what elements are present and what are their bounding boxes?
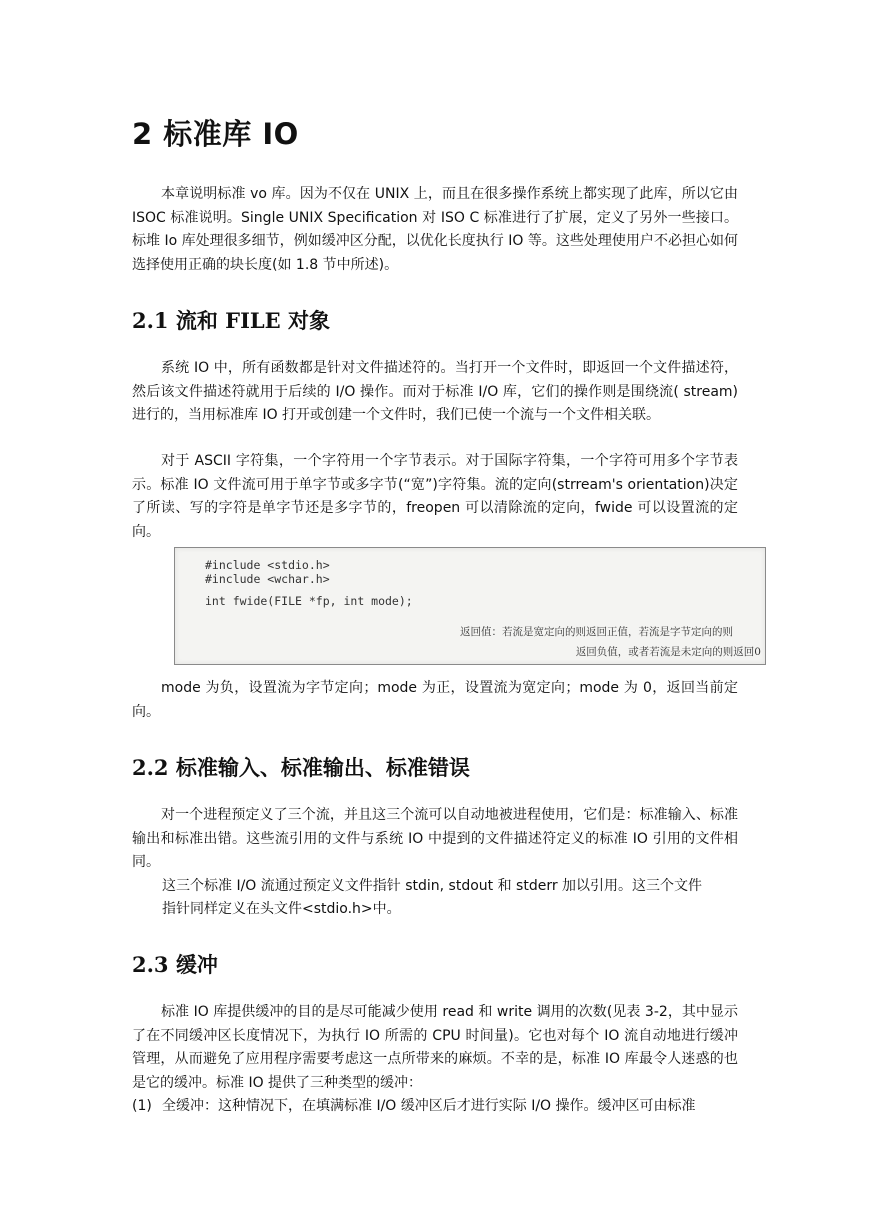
return-value-note-line-1: 返回值：若流是宽定向的则返回正值，若流是字节定向的则 [460, 626, 733, 638]
section-heading-2-3: 2.3 缓冲 [132, 952, 218, 977]
list-item-1-text: 全缓冲：这种情况下，在填满标准 I/O 缓冲区后才进行实际 I/O 操作。缓冲区可由标准 [162, 1098, 696, 1114]
intro-paragraph: 本章说明标准 vo 库。因为不仅在 UNIX 上，而且在很多操作系统上都实现了此库，所以它由 ISOC 标准说明。Single UNIX Specification 对 ISO C 标准进行了扩展，定义了另外一些接口。标堆 Io 库处理很多细节，例如缓冲区分配，以优化长度执行 IO 等。这些处理使用户不必担心如何选择使用正确的块长度(如 1.8 节中所述)。 [132, 186, 738, 273]
section-2-1-paragraph-3: mode 为负，设置流为字节定向；mode 为正，设置流为宽定向；mode 为 0，返回当前定向。 [132, 680, 738, 720]
section-2-1-paragraph-1: 系统 IO 中，所有函数都是针对文件描述符的。当打开一个文件时，即返回一个文件描述符，然后该文件描述符就用于后续的 I/O 操作。而对于标准 I/O 库，它们的操作则是围绕流( stream)进行的，当用标准库 IO 打开或创建一个文件时，我们已使一个流与一个文件相关联。 [132, 360, 738, 423]
section-2-1-paragraph-2: 对于 ASCII 字符集，一个字符用一个字节表示。对于国际字符集，一个字符可用多个字节表示。标准 IO 文件流可用于单字节或多字节(“宽”)字符集。流的定向(strream's orientation)决定了所读、写的字符是单字节还是多字节的，freopen 可以清除流的定向，fwide 可以设置流的定向。 [132, 453, 738, 540]
list-item-1-number: (1) [132, 1098, 152, 1114]
section-2-2-paragraph-2-line-2: 指针同样定义在头文件<stdio.h>中。 [162, 901, 401, 917]
section-2-3-paragraph-1: 标准 IO 库提供缓冲的目的是尽可能减少使用 read 和 write 调用的次数(见表 3-2，其中显示了在不同缓冲区长度情况下，为执行 IO 所需的 CPU 时间量)。它也对每个 IO 流自动地进行缓冲管理，从而避免了应用程序需要考虑这一点所带来的麻烦。不幸的是，标准 IO 库最令人迷惑的也是它的缓冲。标准 IO 提供了三种类型的缓冲： [132, 1004, 738, 1091]
section-2-2-paragraph-1: 对一个进程预定义了三个流，并且这三个流可以自动地被进程使用，它们是：标准输入、标准输出和标准出错。这些流引用的文件与系统 IO 中提到的文件描述符定义的标准 IO 引用的文件相同。 [132, 807, 738, 870]
return-value-note-line-2: 返回负值，或者若流是未定向的则返回0 [575, 646, 761, 658]
section-heading-2-1: 2.1 流和 FILE 对象 [132, 308, 330, 333]
chapter-title: 2 标准库 IO [132, 117, 299, 151]
section-2-2-paragraph-2-line-1: 这三个标准 I/O 流通过预定义文件指针 stdin, stdout 和 stderr 加以引用。这三个文件 [162, 878, 703, 894]
code-line-include-stdio: #include <stdio.h> [205, 558, 330, 572]
code-line-include-wchar: #include <wchar.h> [205, 572, 330, 586]
section-heading-2-2: 2.2 标准输入、标准输出、标准错误 [132, 755, 470, 780]
code-line-fwide-prototype: int fwide(FILE *fp, int mode); [205, 594, 413, 608]
code-figure [174, 547, 766, 665]
